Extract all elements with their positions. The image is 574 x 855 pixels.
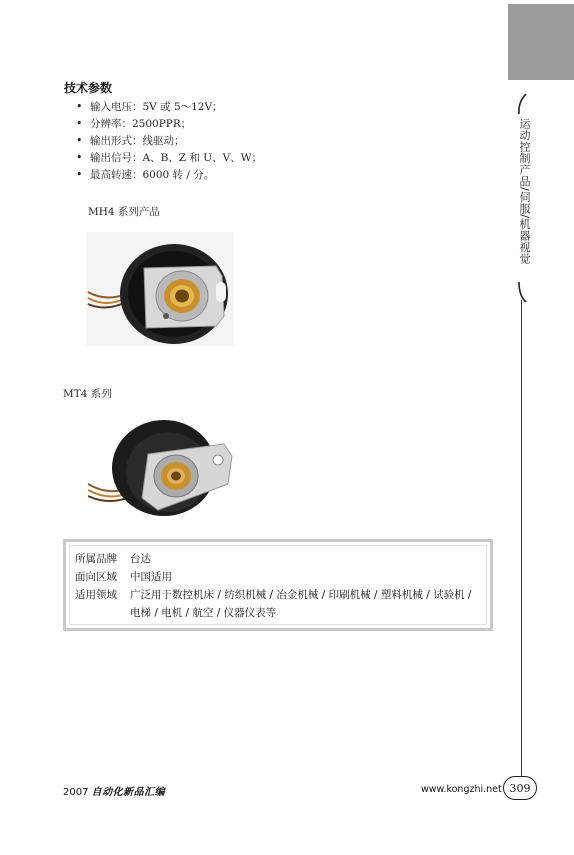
field-value-line1: 广泛用于数控机床 / 纺织机械 / 冶金机械 / 印刷机械 / 塑料机械 / 试验机 / <box>130 589 472 601</box>
field-label: 适用领域 <box>75 589 117 601</box>
page-number: 309 <box>503 776 537 800</box>
region-label: 面向区域 <box>75 571 117 583</box>
brand-row <box>75 551 151 566</box>
mt4-encoder-image <box>88 414 236 532</box>
product-label-mt4: MT4 系列 <box>63 388 112 400</box>
param-item: • 输入电压：5V 或 5～12V； <box>76 100 223 113</box>
param-list <box>76 99 262 184</box>
footer-title: 自动化新品汇编 <box>91 787 166 798</box>
region-value: 中国适用 <box>130 571 172 583</box>
section-tab <box>508 4 574 80</box>
brand-label: 所属品牌 <box>75 553 117 565</box>
field-row <box>75 587 471 602</box>
side-rule <box>521 300 522 776</box>
param-item: • 输出信号：A、B、Z 和 U、V、W； <box>76 151 262 164</box>
region-row <box>75 569 172 584</box>
field-value-line2: 电梯 / 电机 / 航空 / 仪器仪表等 <box>130 607 277 619</box>
mh4-encoder-image <box>86 232 234 350</box>
param-item: • 分辨率：2500PPR； <box>76 117 192 130</box>
footer-publication <box>63 783 165 798</box>
info-box <box>63 539 493 631</box>
sidebar-category: 运动控制产品/伺服/机器视觉 <box>518 118 531 265</box>
section-title: 技术参数 <box>64 81 113 95</box>
footer-url: www.kongzhi.net <box>421 784 502 795</box>
footer-year: 2007 <box>63 787 89 798</box>
brand-value: 台达 <box>130 553 151 565</box>
product-label-mh4: MH4 系列产品 <box>88 206 160 218</box>
param-item: • 输出形式：线驱动； <box>76 134 185 147</box>
param-item: • 最高转速：6000 转 / 分。 <box>76 168 215 181</box>
